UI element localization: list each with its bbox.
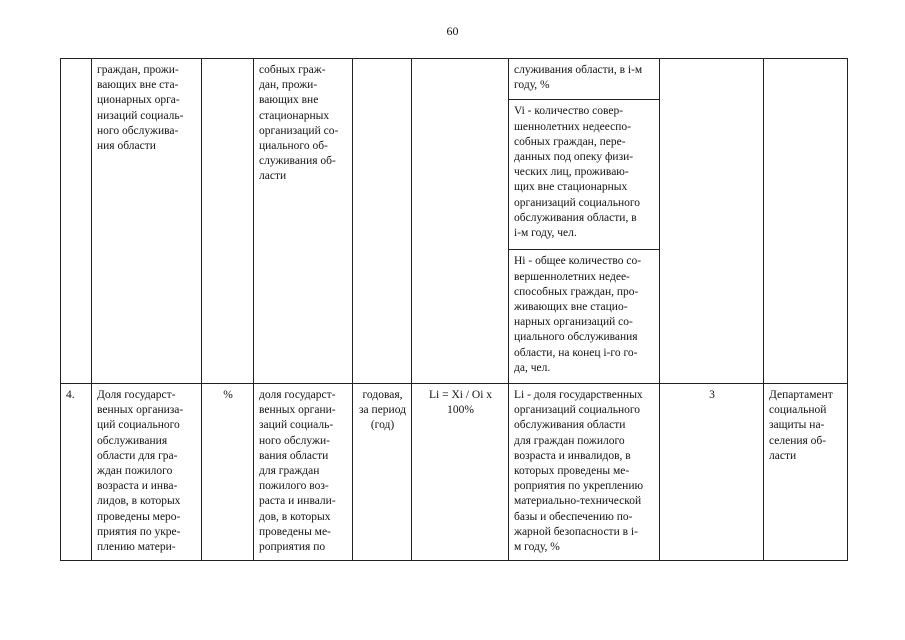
cell-row4-method: 3 — [660, 384, 764, 561]
cell-row4-formula: Li = Xi / Oi x 100% — [412, 384, 509, 561]
cell-row4-definition: доля государст- венных органи- заций социаль- ного обслужи- вания области для граждан пожилого воз- раста и инвали- дов, в которых проведены ме- роприятия по — [254, 384, 353, 561]
cell-variable-2: Vi - количество совер- шеннолетних недееспо- собных граждан, пере- данных под опеку физи- ческих лиц, проживаю- щих вне стационарных организаций социального обслуживания области, в i-м году, чел. — [509, 100, 660, 250]
cell-row4-variable: Li - доля государственных организаций социального обслуживания области для граждан пожилого возраста и инвалидов, в которых проведены ме- роприятия по укреплению материально-технической базы и обеспечению по- жарной безопасности в i- м году, % — [509, 384, 660, 561]
table-row-4 — [61, 384, 848, 561]
indicators-table — [60, 58, 848, 561]
cell-row4-number: 4. — [61, 384, 92, 561]
cell-formula-empty — [412, 59, 509, 384]
cell-row4-periodicity: годовая, за период (год) — [353, 384, 412, 561]
cell-row4-unit: % — [202, 384, 254, 561]
cell-row4-responsible: Департамент социальной защиты на- селения об- ласти — [764, 384, 848, 561]
table-row-continuation — [61, 59, 848, 100]
cell-periodicity-empty — [353, 59, 412, 384]
cell-method-empty — [660, 59, 764, 384]
cell-responsible-empty — [764, 59, 848, 384]
cell-unit-empty — [202, 59, 254, 384]
cell-indicator-name: граждан, прожи- вающих вне ста- ционарных орга- низаций социаль- ного обслужива- ния области — [92, 59, 202, 384]
cell-variable-3: Hi - общее количество со- вершеннолетних недее- способных граждан, про- живающих вне стацио- нарных организаций со- циального обслуживания области, на конец i-го го- да, чел. — [509, 250, 660, 384]
cell-row4-name: Доля государст- венных организа- ций социального обслуживания области для гра- ждан пожилого возраста и инва- лидов, в которых проведены меро- приятия по укре- плению матери- — [92, 384, 202, 561]
cell-definition: собных граж- дан, прожи- вающих вне стационарных организаций со- циального об- служивания об- ласти — [254, 59, 353, 384]
cell-variable-1: служивания области, в i-м году, % — [509, 59, 660, 100]
page-number: 60 — [446, 24, 459, 38]
cell-number-empty — [61, 59, 92, 384]
